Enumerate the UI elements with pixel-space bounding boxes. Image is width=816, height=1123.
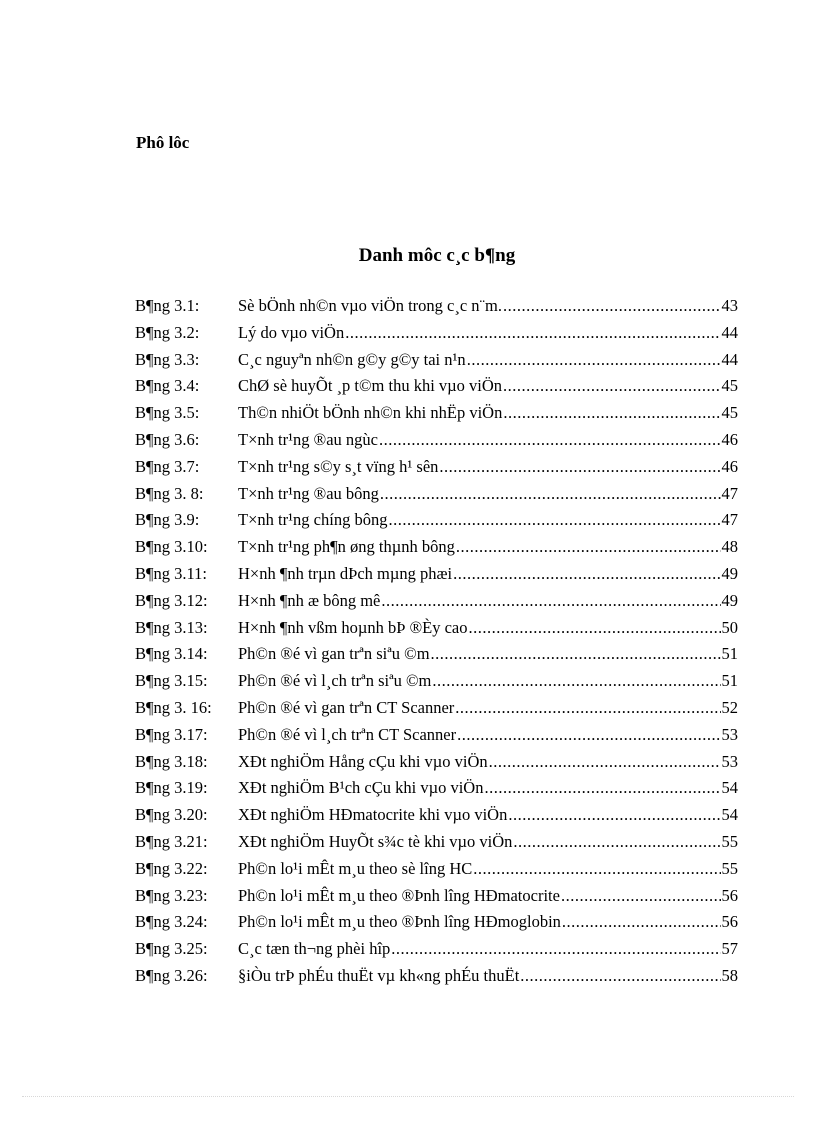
- toc-entry: [135, 963, 738, 990]
- page-number: 46: [721, 429, 738, 449]
- table-title: T×nh tr¹ng ®au bông: [238, 483, 379, 503]
- table-list: [135, 293, 738, 990]
- toc-entry: [135, 481, 738, 508]
- toc-entry: [135, 373, 738, 400]
- toc-entry: [135, 347, 738, 374]
- table-number-label: B¶ng 3.10:: [135, 537, 208, 557]
- dot-leader: [381, 588, 720, 615]
- table-number-label: B¶ng 3.23:: [135, 885, 208, 905]
- table-number-label: B¶ng 3.14:: [135, 644, 208, 664]
- table-title: Ph©n ®é vì l¸ch trªn CT Scanner: [238, 724, 457, 744]
- toc-entry: [135, 856, 738, 883]
- table-title: Sè bÖnh nh©n vµo viÖn trong c¸c n¨m.: [238, 296, 503, 315]
- dot-leader: [503, 400, 720, 427]
- dot-leader: [379, 427, 721, 454]
- table-number-label: B¶ng 3.24:: [135, 912, 208, 932]
- page-number: 46: [721, 456, 738, 476]
- page-number: 50: [721, 617, 738, 637]
- table-title: T×nh tr¹ng ph¶n øng thµnh bông: [238, 537, 455, 557]
- table-number-label: B¶ng 3.25:: [135, 939, 208, 959]
- table-number-label: B¶ng 3.7:: [135, 456, 200, 476]
- toc-entry: [135, 427, 738, 454]
- page-number: 49: [721, 563, 738, 583]
- dot-leader: [489, 749, 721, 776]
- table-title: XÐt nghiÖm Hång cÇu khi vµo viÖn: [238, 751, 488, 771]
- toc-entry: [135, 802, 738, 829]
- table-title: XÐt nghiÖm HuyÕt s¾c tè khi vµo viÖn: [238, 831, 513, 851]
- toc-entry: [135, 936, 738, 963]
- toc-entry: [135, 829, 738, 856]
- table-title: H×nh ¶nh æ bông mê: [238, 590, 381, 610]
- dot-leader: [561, 883, 721, 910]
- table-title: §iÒu trÞ phÉu thuËt vµ kh«ng phÉu thuËt: [238, 965, 520, 985]
- page-number: 43: [721, 296, 738, 315]
- dot-leader: [468, 615, 720, 642]
- table-number-label: B¶ng 3.20:: [135, 805, 208, 825]
- table-title: Th©n nhiÖt bÖnh nh©n khi nhËp viÖn: [238, 403, 503, 423]
- table-title: Ph©n ®é vì gan trªn siªu ©m: [238, 644, 430, 664]
- table-number-label: B¶ng 3.6:: [135, 429, 200, 449]
- table-title: C¸c nguyªn nh©n g©y g©y tai n¹n: [238, 349, 466, 369]
- table-number-label: B¶ng 3. 16:: [135, 697, 212, 717]
- toc-entry: [135, 320, 738, 347]
- page-number: 56: [721, 912, 738, 932]
- table-number-label: B¶ng 3.15:: [135, 671, 208, 691]
- page-number: 53: [721, 724, 738, 744]
- dot-leader: [388, 507, 720, 534]
- toc-entry: [135, 883, 738, 910]
- table-title: T×nh tr¹ng ®au ngùc: [238, 429, 378, 449]
- table-number-label: B¶ng 3.22:: [135, 858, 208, 878]
- table-title: Ph©n ®é vì l¸ch trªn siªu ©m: [238, 671, 432, 691]
- table-title: XÐt nghiÖm HÐmatocrite khi vµo viÖn: [238, 805, 508, 825]
- page-number: 47: [721, 483, 738, 503]
- toc-entry: [135, 507, 738, 534]
- toc-entry: [135, 400, 738, 427]
- table-number-label: B¶ng 3.18:: [135, 751, 208, 771]
- toc-entry: [135, 561, 738, 588]
- toc-entry: [135, 722, 738, 749]
- table-title: Ph©n ®é vì gan trªn CT Scanner: [238, 697, 455, 717]
- table-number-label: B¶ng 3.12:: [135, 590, 208, 610]
- section-title: Phô lôc: [136, 133, 190, 152]
- toc-entry: [135, 641, 738, 668]
- page-number: 55: [721, 858, 738, 878]
- table-number-label: B¶ng 3.1:: [135, 296, 200, 315]
- dot-leader: [391, 936, 720, 963]
- dot-leader: [455, 695, 720, 722]
- dot-leader: [439, 454, 720, 481]
- table-number-label: B¶ng 3.19:: [135, 778, 208, 798]
- page-number: 44: [721, 349, 738, 369]
- table-title: T×nh tr¹ng s©y s¸t vïng h¹ sên: [238, 456, 439, 476]
- page-heading: Danh môc c¸c b¶ng: [358, 245, 516, 266]
- toc-entry: [135, 668, 738, 695]
- table-number-label: B¶ng 3.3:: [135, 349, 200, 369]
- dot-leader: [503, 293, 720, 320]
- page-number: 47: [721, 510, 738, 530]
- page-number: 48: [721, 537, 738, 557]
- table-number-label: B¶ng 3.21:: [135, 831, 208, 851]
- table-title: Ph©n lo¹i mÊt m¸u theo ®Þnh lîng HÐmatocrite: [238, 885, 560, 905]
- dot-leader: [453, 561, 720, 588]
- table-number-label: B¶ng 3.26:: [135, 965, 208, 985]
- dot-leader: [456, 534, 721, 561]
- toc-entry: [135, 695, 738, 722]
- dot-leader: [457, 722, 720, 749]
- page-number: 51: [721, 644, 738, 664]
- page-number: 45: [721, 403, 738, 423]
- table-number-label: B¶ng 3.17:: [135, 724, 208, 744]
- footer-divider: [22, 1096, 794, 1097]
- table-title: H×nh ¶nh vßm hoµnh bÞ ®Èy cao: [238, 617, 468, 637]
- dot-leader: [432, 668, 720, 695]
- page-number: 45: [721, 376, 738, 396]
- dot-leader: [380, 481, 721, 508]
- page-number: 49: [721, 590, 738, 610]
- table-number-label: B¶ng 3.11:: [135, 563, 207, 583]
- page-number: 53: [721, 751, 738, 771]
- table-number-label: B¶ng 3. 8:: [135, 483, 204, 503]
- dot-leader: [503, 373, 720, 400]
- page-number: 51: [721, 671, 738, 691]
- dot-leader: [431, 641, 721, 668]
- dot-leader: [508, 802, 720, 829]
- table-title: Lý do vµo viÖn: [238, 322, 345, 342]
- toc-entry: [135, 293, 738, 320]
- table-number-label: B¶ng 3.4:: [135, 376, 200, 396]
- table-title: Ph©n lo¹i mÊt m¸u theo sè lîng HC: [238, 858, 473, 878]
- table-title: ChØ sè huyÕt ¸p t©m thu khi vµo viÖn: [238, 376, 503, 396]
- page-number: 55: [721, 831, 738, 851]
- toc-entry: [135, 615, 738, 642]
- table-number-label: B¶ng 3.9:: [135, 510, 200, 530]
- table-number-label: B¶ng 3.13:: [135, 617, 208, 637]
- page-number: 44: [721, 322, 738, 342]
- table-title: H×nh ¶nh trµn dÞch mµng phæi: [238, 563, 453, 583]
- dot-leader: [345, 320, 720, 347]
- table-title: C¸c tæn th¬ng phèi hîp: [238, 939, 391, 959]
- toc-entry: [135, 775, 738, 802]
- toc-entry: [135, 909, 738, 936]
- table-title: Ph©n lo¹i mÊt m¸u theo ®Þnh lîng HÐmoglobin: [238, 912, 561, 932]
- page-number: 54: [721, 778, 738, 798]
- dot-leader: [473, 856, 720, 883]
- table-number-label: B¶ng 3.2:: [135, 322, 200, 342]
- table-number-label: B¶ng 3.5:: [135, 403, 200, 423]
- page-number: 52: [721, 697, 738, 717]
- dot-leader: [562, 909, 721, 936]
- toc-entry: [135, 454, 738, 481]
- dot-leader: [513, 829, 720, 856]
- dot-leader: [520, 963, 720, 990]
- page-number: 54: [721, 805, 738, 825]
- table-title: T×nh tr¹ng chíng bông: [238, 510, 388, 530]
- toc-entry: [135, 749, 738, 776]
- dot-leader: [484, 775, 720, 802]
- toc-entry: [135, 588, 738, 615]
- table-title: XÐt nghiÖm B¹ch cÇu khi vµo viÖn: [238, 778, 484, 798]
- page-number: 58: [721, 965, 738, 985]
- page-number: 57: [721, 939, 738, 959]
- dot-leader: [467, 347, 721, 374]
- page-number: 56: [721, 885, 738, 905]
- toc-entry: [135, 534, 738, 561]
